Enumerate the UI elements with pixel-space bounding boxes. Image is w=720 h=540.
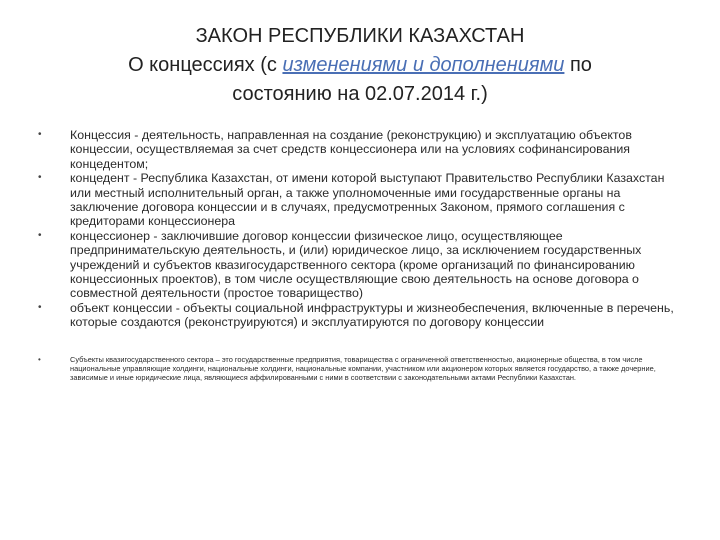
bullet-icon: • bbox=[38, 354, 41, 364]
list-item-grantor bbox=[30, 171, 680, 229]
title-line-2 bbox=[60, 51, 660, 80]
bullet-icon: • bbox=[38, 129, 42, 140]
bullet-icon: • bbox=[38, 301, 42, 313]
definitions-list bbox=[30, 128, 680, 382]
bullet-icon: • bbox=[38, 172, 42, 184]
list-item-footnote bbox=[30, 355, 680, 382]
list-item-text: Концессия - деятельность, направленная на создание (реконструкцию) и эксплуатацию объектов концессии, осуществляемая за счет средств концессионера или на условиях софинансирования концедентом; bbox=[70, 128, 632, 171]
footnote-text: Субъекты квазигосударственного сектора – это государственные предприятия, товарищества с ограниченной ответственностью, акционерные общества, в том числе национальные управляющие холдинги, национальные холдинги, национальные компании, участником или акционером которых является государство, а также дочерние, зависимые и иные юридические лица, являющиеся аффилированными с ними в соответствии с законодательными актами Республики Казахстан. bbox=[70, 354, 656, 382]
title-line-2-suffix: по bbox=[564, 54, 592, 76]
list-item-text: концедент - Республика Казахстан, от имени которой выступают Правительство Республики Казахстан или местный исполнительный орган, а также уполномоченные ими государственные органы на заключение договора концессии и в случаях, предусмотренных Законом, прямого соглашения с кредиторами концессионера bbox=[70, 171, 665, 229]
bullet-icon: • bbox=[38, 229, 42, 241]
list-item-text: концессионер - заключившие договор концессии физическое лицо, осуществляющее предпринимательскую деятельность, и (или) юридическое лицо, за исключением государственных учреждений и субъектов квазигосударственного сектора (кроме организаций по финансированию концессионных проектов), в том числе осуществляющие свою деятельность на основе договора о совместной деятельности (простое товарищество) bbox=[70, 228, 642, 301]
title-line-3: состоянию на 02.07.2014 г.) bbox=[232, 83, 488, 105]
list-item-concessionaire bbox=[30, 229, 680, 301]
title-line-1: ЗАКОН РЕСПУБЛИКИ КАЗАХСТАН bbox=[195, 25, 525, 47]
title-line-2-prefix: О концессиях (с bbox=[128, 54, 283, 76]
list-item-concession-object bbox=[30, 301, 680, 330]
amendments-link[interactable]: изменениями и дополнениями bbox=[282, 54, 565, 76]
list-item-concession bbox=[30, 128, 680, 171]
list-item-text: объект концессии - объекты социальной инфраструктуры и жизнеобеспечения, включенные в перечень, которые создаются (реконструируются) и эксплуатируются по договору концессии bbox=[70, 300, 674, 330]
slide-title bbox=[60, 22, 660, 109]
